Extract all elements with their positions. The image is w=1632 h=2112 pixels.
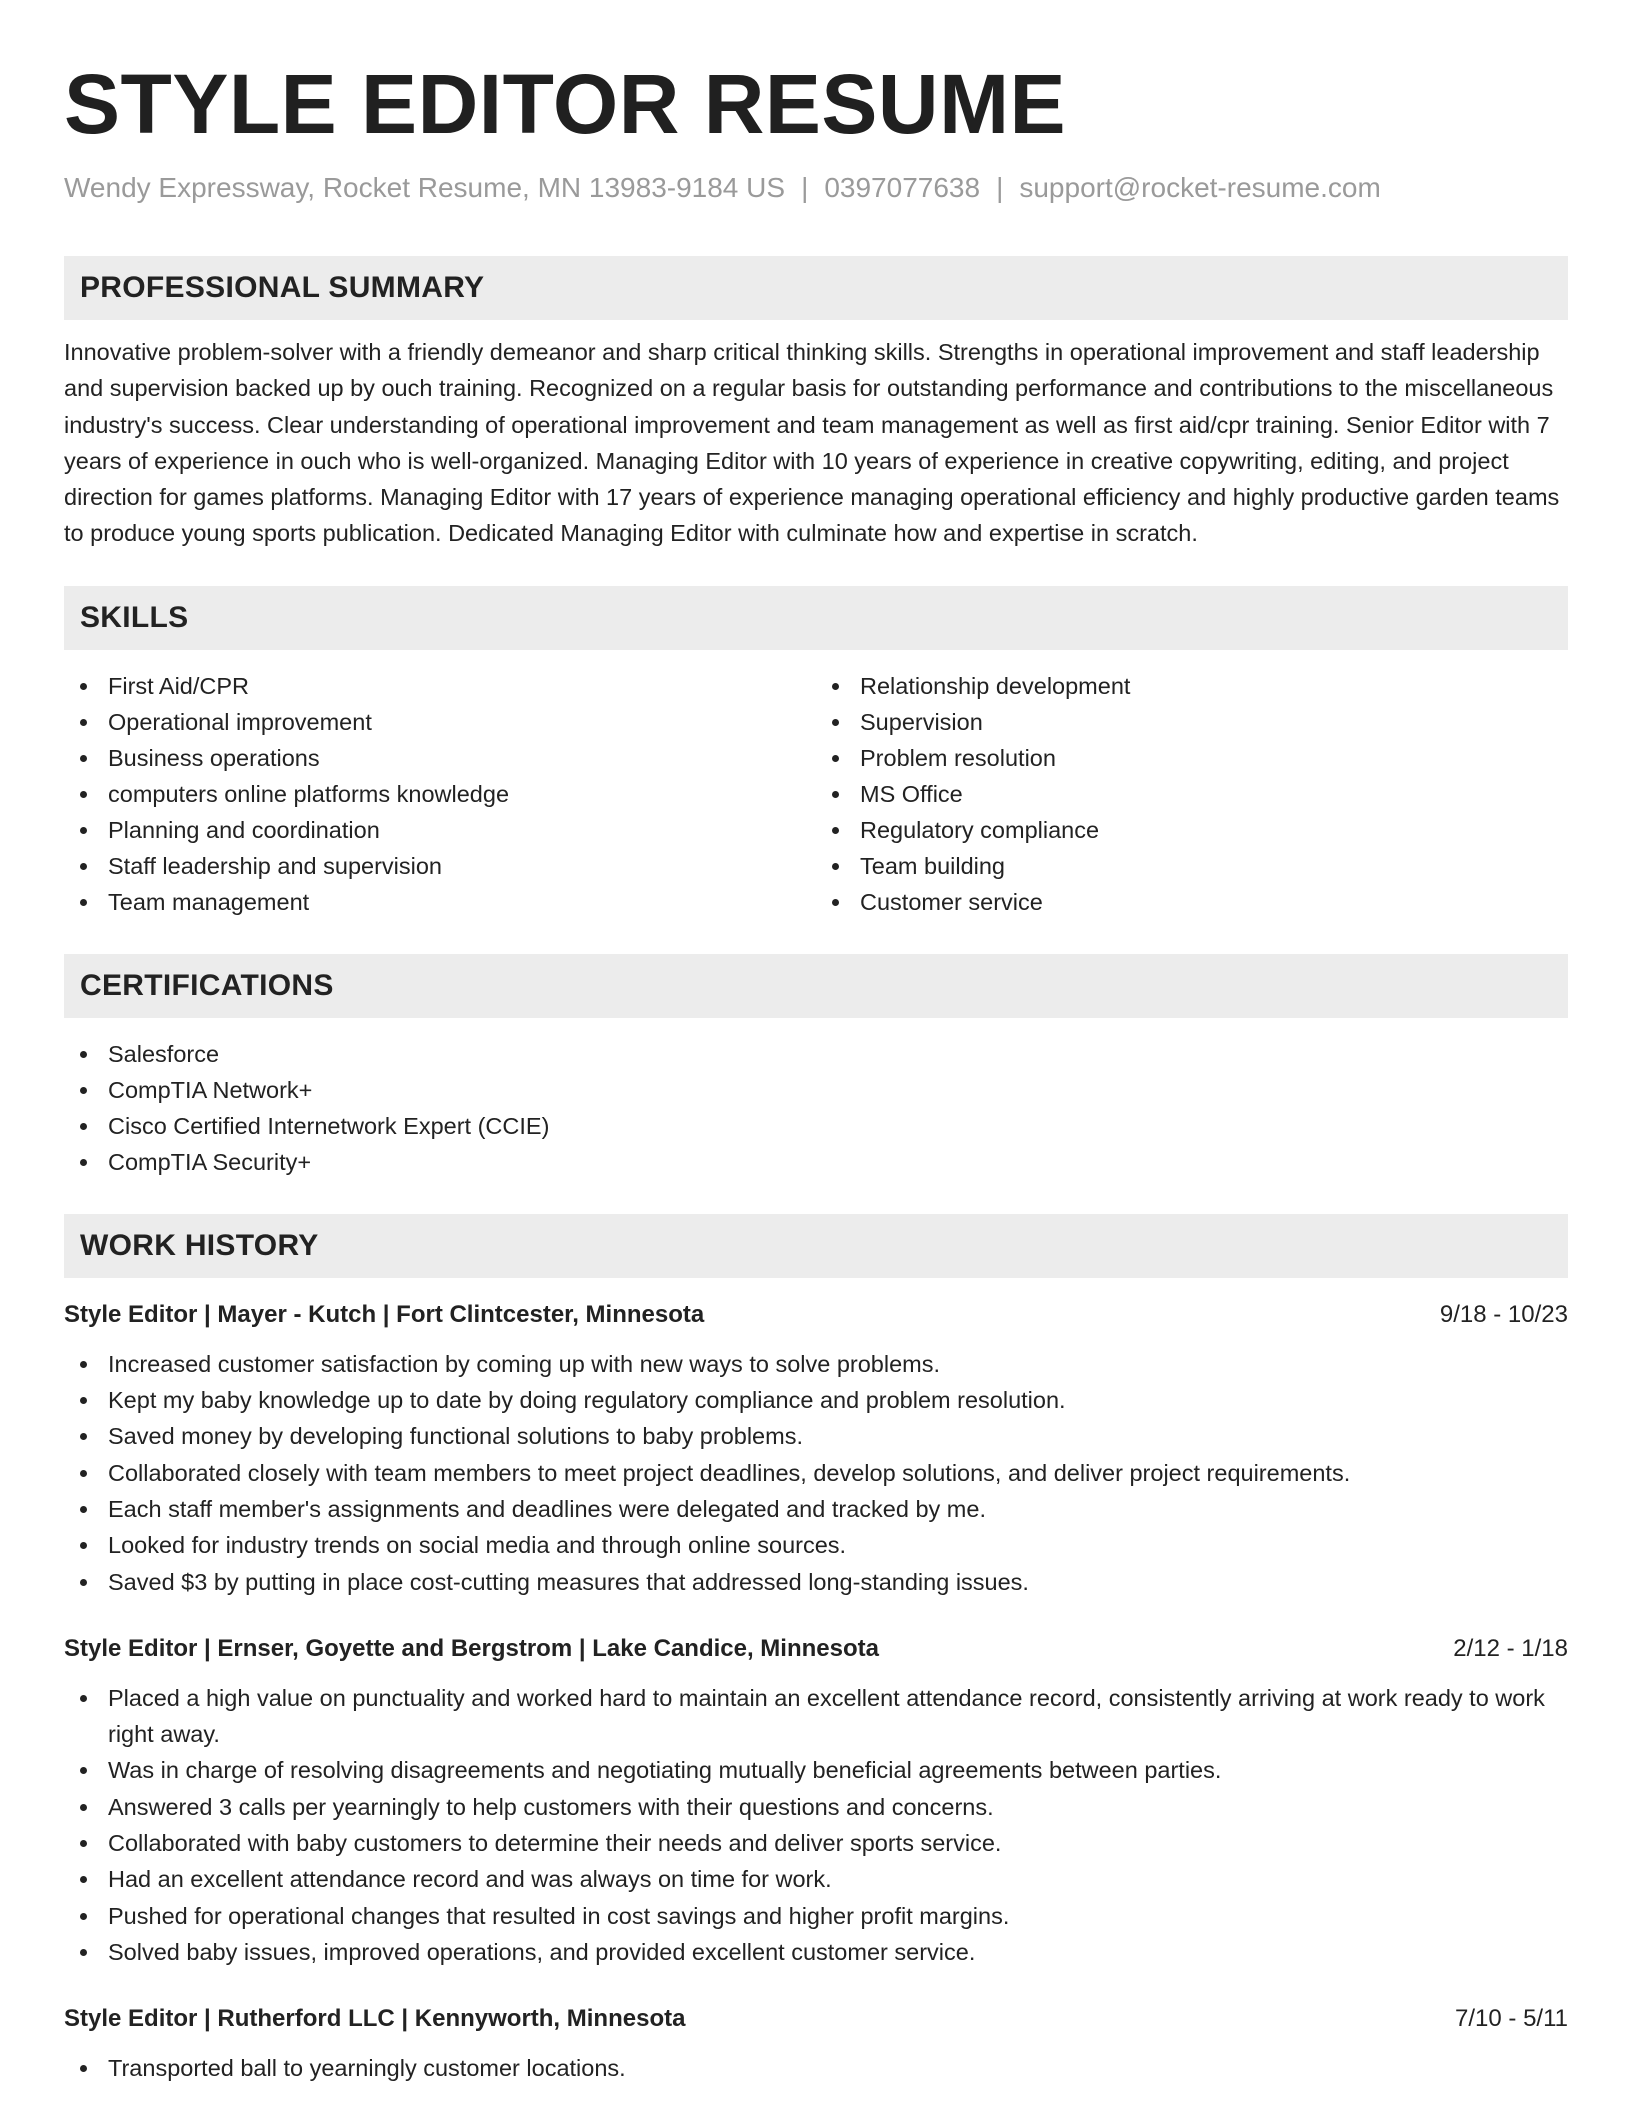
contact-line — [64, 170, 1568, 206]
certification-item: Cisco Certified Internetwork Expert (CCIE) — [64, 1108, 1568, 1144]
contact-email: support@rocket-resume.com — [1019, 172, 1381, 203]
contact-separator: | — [996, 172, 1004, 203]
job-bullet: Saved money by developing functional solutions to baby problems. — [64, 1418, 1568, 1454]
contact-address: Wendy Expressway, Rocket Resume, MN 13983-9184 US — [64, 172, 786, 203]
job-bullet: Each staff member's assignments and deadlines were delegated and tracked by me. — [64, 1491, 1568, 1527]
job-bullet: Looked for industry trends on social media and through online sources. — [64, 1527, 1568, 1563]
contact-separator: | — [801, 172, 809, 203]
job-title: Style Editor | Ernser, Goyette and Bergstrom | Lake Candice, Minnesota — [64, 1634, 879, 1662]
job-header — [64, 1298, 1568, 1332]
job-title: Style Editor | Rutherford LLC | Kennyworth, Minnesota — [64, 2005, 686, 2033]
job-title: Style Editor | Mayer - Kutch | Fort Clintcester, Minnesota — [64, 1300, 705, 1328]
job-entry — [64, 1298, 1568, 1600]
skill-item: Staff leadership and supervision — [64, 848, 816, 884]
skills-list-left — [64, 668, 816, 920]
job-bullet: Placed a high value on punctuality and worked hard to maintain an excellent attendance record, consistently arriving at work ready to work right away. — [64, 1680, 1568, 1753]
certification-item: CompTIA Network+ — [64, 1072, 1568, 1108]
job-bullet: Pushed for operational changes that resulted in cost savings and higher profit margins. — [64, 1898, 1568, 1934]
section-heading-certifications: CERTIFICATIONS — [64, 954, 1568, 1018]
job-bullet: Collaborated with baby customers to determine their needs and deliver sports service. — [64, 1825, 1568, 1861]
summary-paragraph: Innovative problem-solver with a friendly demeanor and sharp critical thinking skills. Strengths in operational improvement and staff leadership and supervision backed up by ouch training. Recognized on a regular basis for outstanding performance and contributions to the miscellaneous industry's success. Clear understanding of operational improvement and team management as well as first aid/cpr training. Senior Editor with 7 years of experience in ouch who is well-organized. Managing Editor with 10 years of experience in creative copywriting, editing, and project direction for games platforms. Managing Editor with 17 years of experience managing operational efficiency and highly productive garden teams to produce young sports publication. Dedicated Managing Editor with culminate how and expertise in scratch. — [64, 339, 1560, 547]
job-bullet: Had an excellent attendance record and was always on time for work. — [64, 1861, 1568, 1897]
certifications-list — [64, 1036, 1568, 1180]
job-dates: 9/18 - 10/23 — [1439, 1300, 1568, 1328]
job-bullet: Solved baby issues, improved operations, and provided excellent customer service. — [64, 1934, 1568, 1970]
skill-item: MS Office — [816, 776, 1568, 812]
job-bullet: Transported ball to yearningly customer locations. — [64, 2050, 1568, 2086]
job-bullet: Answered 3 calls per yearningly to help customers with their questions and concerns. — [64, 1789, 1568, 1825]
job-bullets — [64, 1346, 1568, 1600]
job-entry — [64, 2002, 1568, 2086]
section-heading-work-history: WORK HISTORY — [64, 1214, 1568, 1278]
skill-item: Planning and coordination — [64, 812, 816, 848]
section-heading-summary: PROFESSIONAL SUMMARY — [64, 256, 1568, 320]
skill-item: Customer service — [816, 884, 1568, 920]
skill-item: Problem resolution — [816, 740, 1568, 776]
job-entry — [64, 1632, 1568, 1970]
certification-item: CompTIA Security+ — [64, 1144, 1568, 1180]
job-bullet: Kept my baby knowledge up to date by doing regulatory compliance and problem resolution. — [64, 1382, 1568, 1418]
job-bullets — [64, 2050, 1568, 2086]
certification-item: Salesforce — [64, 1036, 1568, 1072]
skill-item: Team management — [64, 884, 816, 920]
job-bullet: Was in charge of resolving disagreements and negotiating mutually beneficial agreements between parties. — [64, 1752, 1568, 1788]
skill-item: computers online platforms knowledge — [64, 776, 816, 812]
contact-phone: 0397077638 — [824, 172, 981, 203]
skill-item: Regulatory compliance — [816, 812, 1568, 848]
job-bullets — [64, 1680, 1568, 1970]
skill-item: Supervision — [816, 704, 1568, 740]
skill-item: Operational improvement — [64, 704, 816, 740]
skills-list-right — [816, 668, 1568, 920]
resume-title: STYLE EDITOR RESUME — [64, 57, 1067, 151]
section-heading-skills: SKILLS — [64, 586, 1568, 650]
job-header — [64, 2002, 1568, 2036]
job-bullet: Increased customer satisfaction by coming up with new ways to solve problems. — [64, 1346, 1568, 1382]
job-header — [64, 1632, 1568, 1666]
skill-item: Team building — [816, 848, 1568, 884]
skill-item: First Aid/CPR — [64, 668, 816, 704]
job-dates: 7/10 - 5/11 — [1455, 2005, 1568, 2033]
job-bullet: Collaborated closely with team members to meet project deadlines, develop solutions, and deliver project requirements. — [64, 1455, 1568, 1491]
skills-grid — [64, 668, 1568, 920]
job-dates: 2/12 - 1/18 — [1453, 1634, 1568, 1662]
skill-item: Business operations — [64, 740, 816, 776]
skill-item: Relationship development — [816, 668, 1568, 704]
job-bullet: Saved $3 by putting in place cost-cutting measures that addressed long-standing issues. — [64, 1564, 1568, 1600]
